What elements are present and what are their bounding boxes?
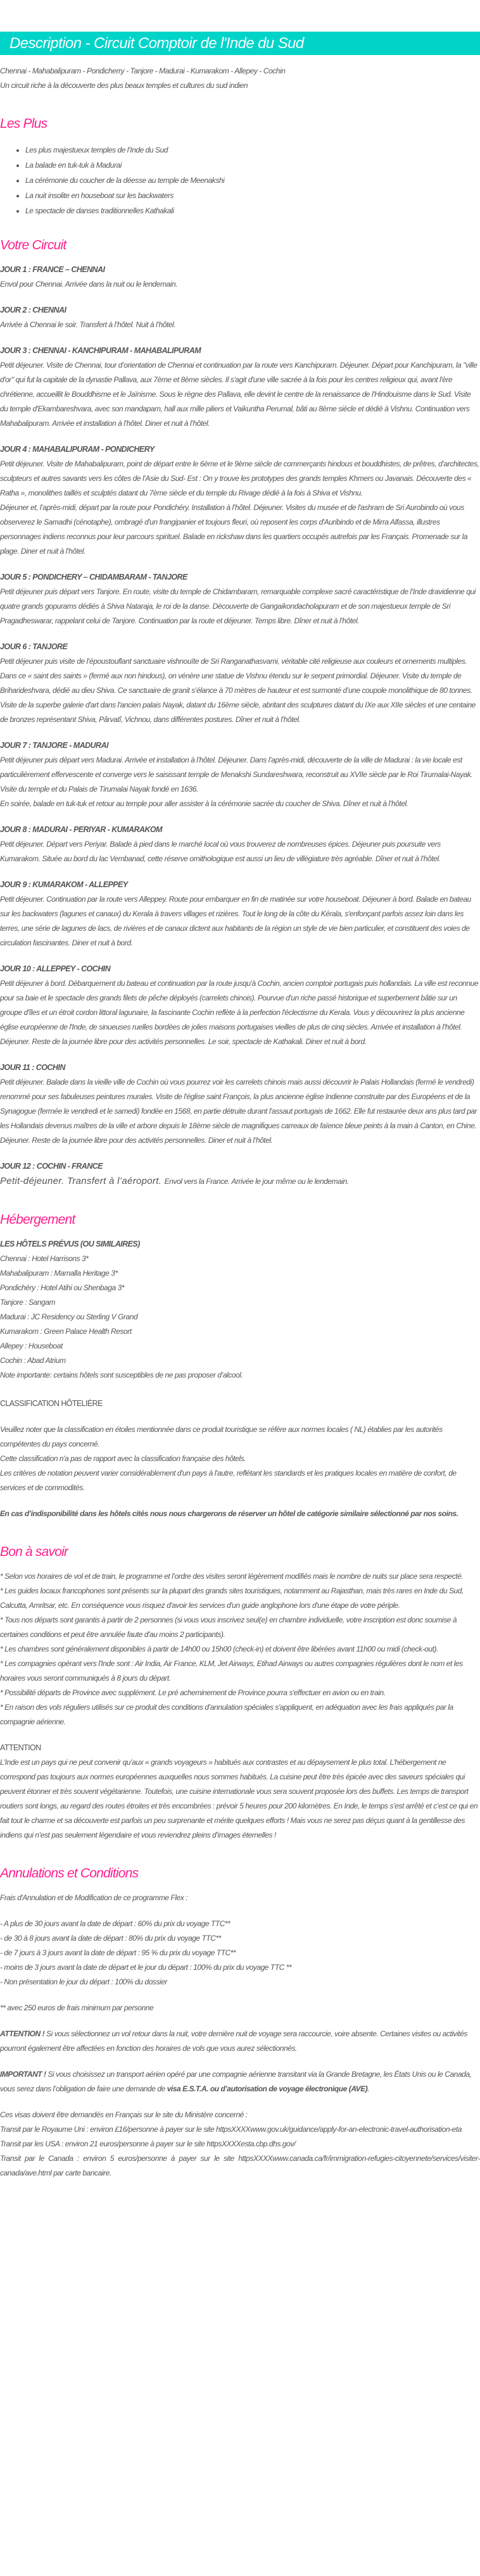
important-visa: visa E.S.T.A. ou d’autorisation de voyage électronique (AVE) [167,2084,368,2093]
important-paragraph [0,2067,480,2096]
day-7 [0,738,480,811]
classification-block [0,1397,480,1521]
unavailability-note: En cas d’indisponibilité dans les hôtels cités nous nous chargerons de réserver un hôtel de catégorie similaire sélectionné par nos soins. [0,1509,458,1518]
fee-line: - de 30 à 8 jours avant la date de départ : 80% du prix du voyage TTC** [0,1934,221,1943]
day-title: JOUR 4 : MAHABALIPURAM - PONDICHERY [0,445,155,454]
fee-line: - A plus de 30 jours avant la date de départ : 60% du prix du voyage TTC** [0,1919,231,1928]
tagline: Un circuit riche à la découverte des plus beaux temples et cultures du sud indien [0,81,248,90]
section-heading-les-plus: Les Plus [0,116,47,131]
note-line: * En raison des vols réguliers utilisés sur ce produit des conditions d’annulation spéciales s'appliquent, en adéquation avec les frais appliqués par la compagnie aérienne. [0,1703,453,1726]
hotel-line: Pondichéry : Hotel Atihi ou Shenbaga 3* [0,1283,125,1292]
attention-body: Si vous sélectionnez un vol retour dans la nuit, votre dernière nuit de voyage sera raccourcie, voire absente. Certaines visites ou activités pourront également être affectées en fonction des horaires de vols que vous aurez sélectionnés. [0,2029,467,2053]
spacer [0,2056,480,2067]
day-text-large: Petit-déjeuner. Transfert à l’aéroport. [0,1176,165,1186]
day-text-rest: Envol vers la France. Arrivée le jour même ou le lendemain. [164,1177,349,1186]
day-title: JOUR 9 : KUMARAKOM - ALLEPPEY [0,880,128,889]
list-item: • La nuit insolite en houseboat sur les backwaters [25,188,480,203]
classification-text: Cette classification n'a pas de rapport avec la classification française des hôtels. [0,1454,246,1463]
hotel-note: Note importante: certains hôtels sont susceptibles de ne pas proposer d’alcool. [0,1371,243,1379]
day-text: Petit déjeuner. Continuation par la route vers Alleppey. Route pour embarquer en fin de matinée sur votre houseboat. Déjeuner à bord. Balade en bateau sur les backwaters (lagunes et canaux) du Kerala à travers villages et rizières. Tout le long de la côte du Kérala, s'enfonçant parfois assez loin dans les terres, une série de lagunes de lacs, de rivières et de canaux dictent aux habitants de la région un style de vie bien particulier, et constituent des voies de circulation fascinantes. Diner et nuit à bord. [0,895,471,947]
day-title: JOUR 11 : COCHIN [0,1063,65,1072]
hotel-line: Allepey : Houseboat [0,1341,63,1350]
spacer [0,1495,480,1507]
fee-line: - moins de 3 jours avant la date de départ et le jour du départ : 100% du prix du voyage TTC ** [0,1963,292,1972]
day-text [0,1174,480,1189]
day-1 [0,263,480,292]
hotel-line: Cochin : Abad Atrium [0,1356,66,1365]
day-text: Petit déjeuner puis départ vers Tanjore. En route, visite du temple de Chidambaram, remarquable complexe sacré caractéristique de l’Inde dravidienne qui quatre grands gopurams dédiés à Shiva Nataraja, le roi de la danse. Découverte de Gangaikondacholapuram et de son majestueux temple de Sri Pragadheswarar, rappelant celui de Tanjore. Continuation par la route et déjeuner. Temps libre. Dîner et nuit à l’hôtel. [0,587,476,625]
hotel-line: Mahabalipuram : Mamalla Heritage 3* [0,1269,118,1278]
day-text: Petit déjeuner. Visite de Chennai, tour d’orientation de Chennai et continuation par la route vers Kanchipuram. Déjeuner. Départ pour Kanchipuram, la "ville d'or" qui fut la capitale de la dynastie Pallava, aux 7ème et 8ème siècles. Il s'agit d'une ville sacrée à la fois pour les centres religieux qui, avant l'ère chrétienne, accueillit le Bouddhisme et le Jaïnisme. Sous le règne des Pallava, elle devint le centre de la renaissance de l'Hindouisme dans le Sud. Visite du temple d'Ekambareshvara, avec son mandapam, hall aux mille piliers et Vaikuntha Perumal, bâti au 8ème siècle et dédié à Vishnu. Continuation vers Mahabalipuram. Arrivée et installation à l’hôtel. Diner et nuit à l’hôtel. [0,361,477,428]
important-body: Si vous choisissez un transport aérien opéré par une compagnie aérienne transitant via la Grande Bretagne, les États Unis ou le Canada, vous serez dans l’obligation de faire une demande de [0,2070,472,2093]
fee-footnote: ** avec 250 euros de frais minimum par personne [0,2003,154,2012]
hotel-line: Kumarakom : Green Palace Health Resort [0,1327,132,1336]
list-item: • La balade en tuk-tuk à Madurai [25,158,480,173]
day-title: JOUR 5 : PONDICHERY – CHIDAMBARAM - TANJORE [0,573,187,582]
day-9 [0,878,480,950]
day-4 [0,442,480,559]
day-text: Petit déjeuner puis visite de l’époustouflant sanctuaire vishnouïte de Sri Ranganathasvami, véritable cité religieuse aux couleurs et ornements multiples. Dans ce « saint des saints » (fermé aux non hindous), on vénère une statue de Vishnu étendu sur le serpent primordial. Déjeuner. Visite du temple de Briharideshvara, dédié au dieu Shiva. Ce sanctuaire de granit s’élance à 70 mètres de hauteur et est surmonté d’une coupole monolithique de 80 tonnes. Visite de la superbe galerie d'art dans l'ancien palais Nayak, datant du 16ème siècle, abritant des sculptures datant du IXe aux XIIe siècles et une centaine de bronzes représentant Shiva, Pârvatî, Vichnou, dans différentes postures. Dîner et nuit à l’hôtel. [0,657,476,724]
note-line: * Les compagnies opérant vers l'Inde sont : Air India, Air France, KLM, Jet Airways, Etihad Airways ou autres compagnies régulières dont le nom et les horaires vous seront communiqués à 8 jours du départ. [0,1659,463,1683]
hotels-block [0,1237,480,1383]
day-5 [0,570,480,628]
day-text: Petit déjeuner. Visite de Mahabalipuram, point de départ entre le 6ème et le 9ème siècle de commerçants hindous et bouddhistes, de prêtres, d’architectes, sculpteurs et autres savants vers les côtes de l’Asie du Sud- Est : On y trouve les prototypes des grands temples Khmers ou Javanais. Découverte des « Ratha », monolithes taillés et sculptés datant du 7ème siècle et du temple du Rivage dédié à la fois à Shiva et Vishnu. [0,459,479,497]
spacer [0,2015,480,2027]
section-heading-bon-a-savoir: Bon à savoir [0,1545,68,1559]
hotel-line: Tanjore : Sangam [0,1298,56,1307]
note-line: * Possibilité départs de Province avec supplément. Le pré acheminement de Province pourra s'effectuer en avion ou en train. [0,1688,386,1697]
day-title: JOUR 1 : FRANCE – CHENNAI [0,265,105,274]
day-text: Petit déjeuner. Balade dans la vieille ville de Cochin où vous pourrez voir les carrelets chinois mais aussi découvrir le Palais Hollandais (fermé le vendredi) renommé pour ses fabuleuses peintures murales. Visite de l'église saint François, la plus ancienne église Indienne construite par des Européens et de la Synagogue (fermée le vendredi et le samedi) fondée en 1568, en partie détruite durant l'assaut portugais de 1662. Elle fut restaurée deux ans plus tard par les Hollandais devenus maîtres de la ville et arbore depuis le 18ème siècle de magnifiques carreaux de faïence bleue peints à la main à Canton, en Chine. Déjeuner. Reste de la journée libre pour des activités personnelles. Diner et nuit à l’hôtel. [0,1078,477,1145]
visa-canada-link[interactable]: Transit par le Canada : environ 5 euros/personne à payer sur le site httpsXXXXwww.canada.ca/fr/immigration-refugies-citoyennete/services/visiter-canada/ave.html par carte bancaire. [0,2154,480,2177]
note-line: * Les chambres sont généralement disponibles à partir de 14h00 ou 15h00 (check-in) et doivent être libérées avant 11h00 ou midi (check-out). [0,1645,438,1653]
note-line: * Selon vos horaires de vol et de train, le programme et l’ordre des visites seront légèrement modifiés mais le nombre de nuits sur place sera respecté. [0,1572,464,1581]
day-text: Petit déjeuner à bord. Débarquement du bateau et continuation par la route jusqu'à Cochin, ancien comptoir portugais puis hollandais. La ville est reconnue pour sa baie et le spectacle des grands filets de pêche déployés (carrelets chinois). Pourvue d'un riche passé historique et superbement bâtie sur un groupe d'îles et un étroit cordon littoral lagunaire, la fascinante Cochin reflète à la perfection l'éclectisme du Kerala. Vous y découvrirez la plus ancienne église européenne de l'Inde, de sinueuses ruelles bordées de jolies maisons portugaises vieilles de plus de cinq siècles. Arrivée et installation à l’hôtel. Déjeuner. Reste de la journée libre pour des activités personnelles. Le soir, spectacle de Kathakali. Diner et nuit à bord. [0,979,479,1046]
intro [0,64,480,93]
day-10 [0,962,480,1049]
visa-usa-link[interactable]: Transit par les USA : environ 21 euros/personne à payer sur le site httpsXXXXesta.cbp.dhs.gov/ [0,2139,296,2148]
spacer [0,1905,480,1917]
hotel-line: Madurai : JC Residency ou Sterling V Grand [0,1312,138,1321]
spacer [0,1411,480,1422]
attention-text: L’Inde est un pays qui ne peut convenir qu’aux « grands voyageurs » habitués aux contrastes et au dépaysement le plus total. L’hébergement ne correspond pas toujours aux normes européennes auxquelles nous sommes habitués. La cuisine peut être très épicée avec des saveurs spéciales qui peuvent étonner et très souvent végétarienne. Toutefois, une cuisine internationale vous sera souvent proposée lors des buffets. Les temps de transport routiers sont longs, au regard des routes étroites et très encombrées : prévoir 5 heures pour 200 kilomètres. En Inde, le temps s’est arrêté et c’est ce qui en fait tout le charme et sa découverte est parfois un peu surprenante et mérite quelques efforts ! Mais vous ne serez pas déçus quant à la gentillesse des indiens qui n’est pas seulement légendaire et vous reviendrez pleins d’images éternelles ! [0,1758,478,1839]
important-label: IMPORTANT ! [0,2070,46,2079]
day-text: Arrivée à Chennai le soir. Transfert à l’hôtel. Nuit à l’hôtel. [0,320,176,329]
classification-text: Veuillez noter que la classification en étoiles mentionnée dans ce produit touristique se réfère aux normes locales ( NL) établies par les autorités compétentes du pays concerné. [0,1425,443,1448]
fee-line: - Non présentation le jour du départ : 100% du dossier [0,1977,167,1986]
day-3 [0,344,480,431]
day-title: JOUR 8 : MADURAI - PERIYAR - KUMARAKOM [0,825,162,834]
list-item: • Les plus majestueux temples de l’Inde du Sud [25,142,480,158]
attention-paragraph [0,2027,480,2056]
day-text: Déjeuner et, l’après-midi, départ par la route pour Pondichéry. Installation à l’hôtel. Déjeuner. Visites du musée et de l'ashram de Sri Aurobindo où vous observerez le Samadhi (cénotaphe), ombragé d'un frangipanier et toujours fleuri, où reposent les corps d'Auribindo et de Mirra Alfassa, illustres personnages indiens reconnus pour leur parcours spirituel. Balade en rickshaw dans les quartiers occupés autrefois par les Français. Promenade sur la plage. Diner et nuit à l’hôtel. [0,503,468,556]
hotel-line: Chennai : Hotel Harrisons 3* [0,1254,89,1263]
content [0,64,480,2181]
attention-title: ATTENTION [0,1743,41,1752]
highlights-list [0,142,480,218]
note-line: * Les guides locaux francophones sont présents sur la plupart des grands sites touristiques, notamment au Rajasthan, mais très rares en Inde du Sud, Calcutta, Amritsar, etc. En conséquence vous risquez d'avoir les services d'un guide anglophone lors d'une étape de votre périple. [0,1586,464,1610]
day-8 [0,823,480,866]
day-6 [0,640,480,727]
fee-line: - de 7 jours à 3 jours avant la date de départ : 95 % du prix du voyage TTC** [0,1948,236,1957]
section-heading-annulations: Annulations et Conditions [0,1866,139,1881]
attention-block [0,1741,480,1843]
cancellation-intro: Frais d'Annulation et de Modification de ce programme Flex : [0,1893,188,1902]
spacer [0,2096,480,2108]
day-text: Petit déjeuner. Départ vers Periyar. Balade à pied dans le marché local où vous trouverez de nombreuses épices. Déjeuner puis poursuite vers Kumarakom. Située au bord du lac Vembanad, cette réserve ornithologique est aussi un lieu de villégiature très agréable. Dîner et nuit à l’hôtel. [0,840,441,863]
day-title: JOUR 6 : TANJORE [0,642,68,651]
day-title: JOUR 3 : CHENNAI - KANCHIPURAM - MAHABALIPURAM [0,346,201,355]
list-item: • La cérémonie du coucher de la déesse au temple de Meenakshi [25,173,480,188]
day-12 [0,1159,480,1189]
classification-text: Les critères de notation peuvent varier considérablement d'un pays à l'autre, reflétant les standards et les pratiques locales en matière de confort, de services et de commodités. [0,1469,457,1492]
day-title: JOUR 12 : COCHIN - FRANCE [0,1162,103,1171]
page-title: Description - Circuit Comptoir de l'Inde du Sud [9,34,304,52]
visa-intro: Ces visas doivent être demandés en Français sur le site du Ministère concerné : [0,2110,248,2119]
day-text: Envol pour Chennai. Arrivée dans la nuit ou le lendemain. [0,280,178,289]
route-line: Chennai - Mahabalipuram - Pondicherry - Tanjore - Madurai - Kumarakom - Allepey - Cochin [0,66,286,75]
day-11 [0,1061,480,1148]
section-heading-hebergement: Hébergement [0,1212,75,1227]
note-line: * Tous nos départs sont garantis à partir de 2 personnes (si vous vous inscrivez seul(e) en chambre individuelle, votre inscription est donc soumise à certaines conditions et peut être annulée faute d'au moins 2 participants). [0,1615,457,1639]
day-text: En soirée, balade en tuk-tuk et retour au temple pour aller assister à la cérémonie sacrée du coucher de Shiva. Dîner et nuit à l’hôtel. [0,799,408,808]
section-heading-circuit: Votre Circuit [0,238,66,252]
list-item: • Le spectacle de danses traditionnelles Kathakali [25,203,480,218]
good-to-know-notes [0,1569,480,1729]
spacer [0,1989,480,2001]
attention-label: ATTENTION ! [0,2029,45,2038]
day-title: JOUR 2 : CHENNAI [0,306,66,314]
itinerary [0,263,480,1189]
day-2 [0,303,480,332]
visa-uk-link[interactable]: Transit par le Royaume Uni : environ £16/personne à payer sur le site httpsXXXXwww.gov.uk/guidance/apply-for-an-electronic-travel-authorisation-eta [0,2125,462,2134]
title-bar [0,32,480,55]
day-title: JOUR 10 : ALLEPPEY - COCHIN [0,964,111,973]
important-end: . [367,2084,370,2093]
day-title: JOUR 7 : TANJORE - MADURAI [0,741,108,750]
day-text: Petit déjeuner puis départ vers Madurai. Arrivée et installation à l’hôtel. Déjeuner. Dans l’après-midi, découverte de la ville de Madurai : la vie locale est particulièrement effervescente et converge vers le saisissant temple de Menakshi Sundareshwara, reconstruit au XVIIe siècle par le Roi Tirumalai-Nayak. Visite du temple et du Palais de Tirumalai Nayak fondé en 1636. [0,756,473,793]
cancellation-block [0,1891,480,2181]
hotels-title: LES HÔTELS PRÉVUS (OU SIMILAIRES) [0,1240,140,1248]
classification-title: CLASSIFICATION HÔTELIÈRE [0,1399,103,1408]
